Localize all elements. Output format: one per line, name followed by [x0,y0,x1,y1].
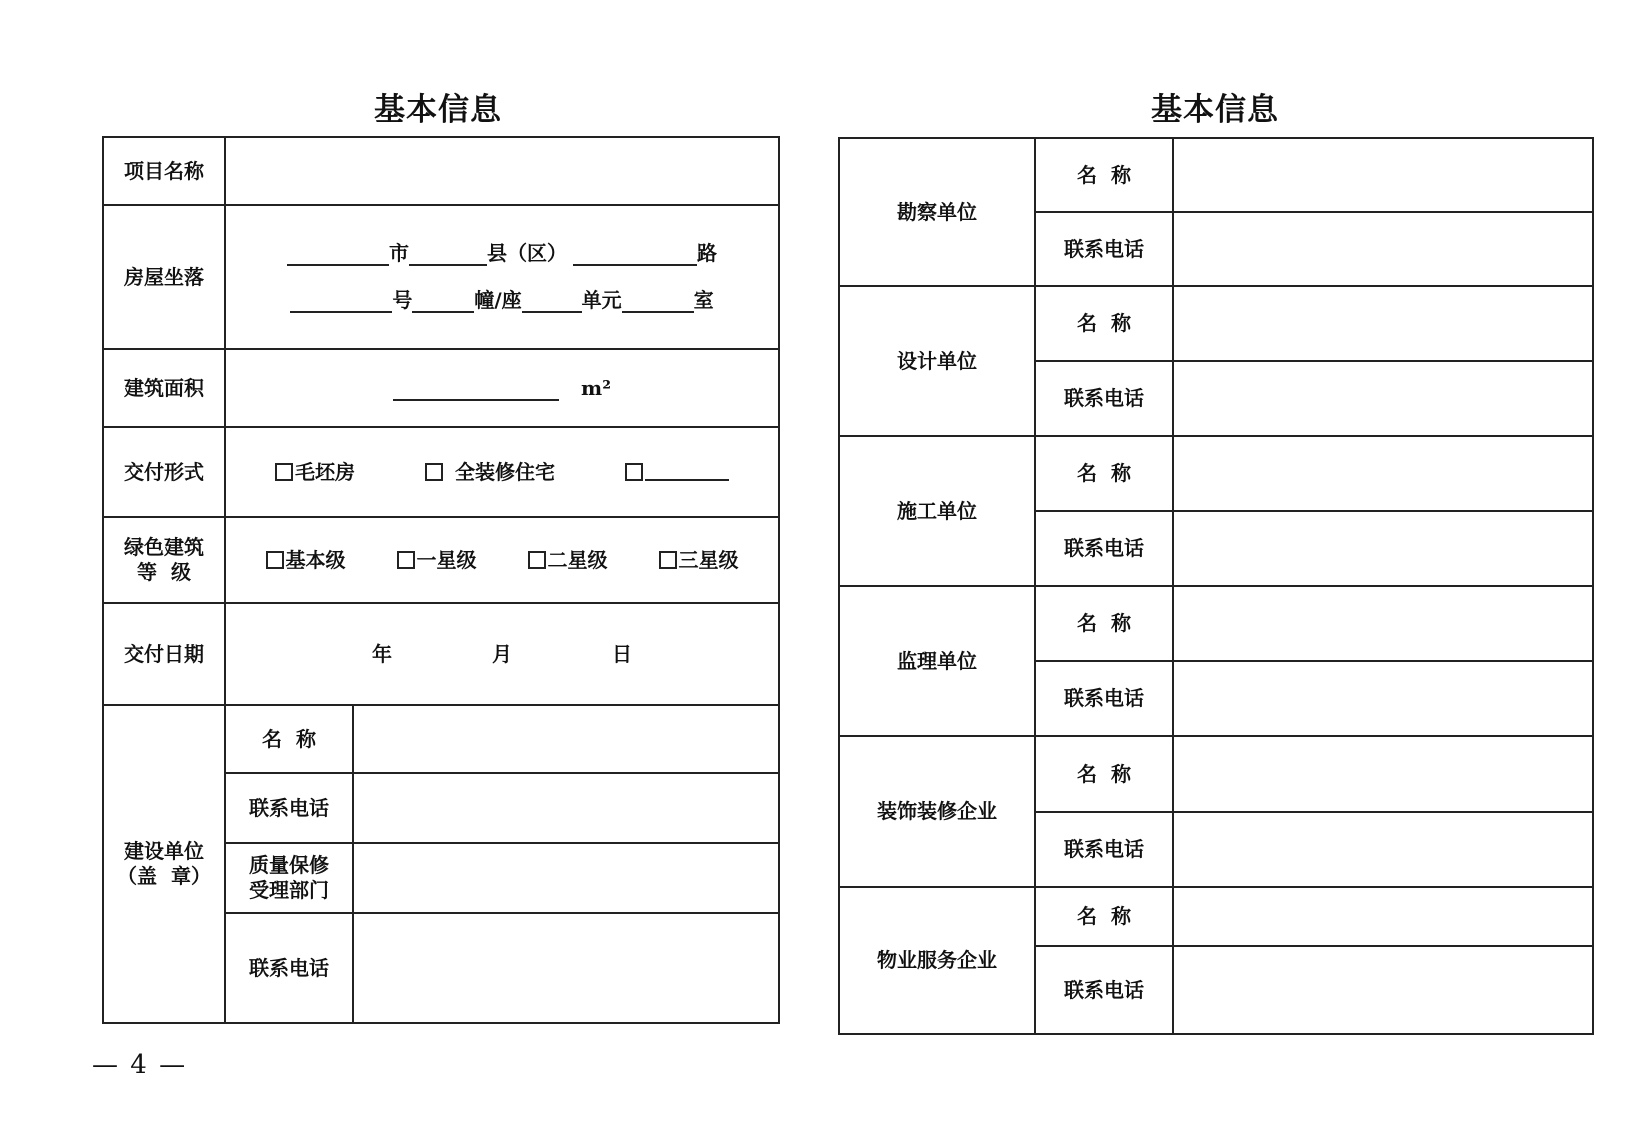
delivery-date-label: 交付日期 [103,603,225,705]
number-suffix: 号 [392,288,413,312]
option-basic[interactable]: 基本级 [266,548,346,573]
other-blank[interactable] [645,463,729,481]
decoration-unit-label: 装饰装修企业 [839,736,1035,887]
decoration-name-field[interactable] [1173,736,1593,812]
green-building-options [225,517,779,603]
location-row [103,205,779,349]
building-suffix: 幢/座 [474,288,522,312]
builder-name-field[interactable] [353,705,779,773]
construction-phone-field[interactable] [1173,511,1593,586]
design-unit-name-row [839,286,1593,361]
project-name-row [103,137,779,205]
day-label: 日 [612,641,632,666]
builder-name-label: 名 称 [225,705,353,773]
builder-name-row [103,705,779,773]
design-name-field[interactable] [1173,286,1593,361]
left-page-title: 基本信息 [374,92,502,128]
warranty-dept-label: 质量保修 受理部门 [225,843,353,913]
property-phone-label: 联系电话 [1035,946,1173,1034]
city-suffix: 市 [389,241,409,265]
month-label: 月 [492,641,512,666]
county-blank[interactable] [409,242,487,266]
option-rough-house[interactable]: 毛坯房 [275,460,355,485]
construction-unit-name-row [839,436,1593,511]
checkbox-icon [397,551,415,569]
decoration-phone-field[interactable] [1173,812,1593,887]
year-label: 年 [372,641,392,666]
survey-unit-label: 勘察单位 [839,138,1035,286]
project-name-label: 项目名称 [103,137,225,205]
decoration-unit-name-row [839,736,1593,812]
right-page-title: 基本信息 [1151,92,1279,128]
unit-suffix: 单元 [581,288,622,312]
decoration-phone-label: 联系电话 [1035,812,1173,887]
option-two-star[interactable]: 二星级 [528,548,608,573]
area-blank[interactable] [393,377,559,401]
decoration-name-label: 名 称 [1035,736,1173,812]
checkbox-icon [425,463,443,481]
construction-name-field[interactable] [1173,436,1593,511]
survey-name-field[interactable] [1173,138,1593,212]
location-label: 房屋坐落 [103,205,225,349]
warranty-dept-field[interactable] [353,843,779,913]
page-number: — 4 — [92,1050,188,1080]
survey-phone-label: 联系电话 [1035,212,1173,286]
area-row [103,349,779,427]
design-unit-label: 设计单位 [839,286,1035,436]
supervision-unit-label: 监理单位 [839,586,1035,736]
basic-info-form-left [102,136,780,1024]
area-field [225,349,779,427]
warranty-phone-field[interactable] [353,913,779,1023]
unit-blank[interactable] [522,289,582,313]
area-label: 建筑面积 [103,349,225,427]
project-name-field[interactable] [225,137,779,205]
county-suffix: 县（区） [487,241,567,265]
design-phone-label: 联系电话 [1035,361,1173,436]
checkbox-icon [625,463,643,481]
building-blank[interactable] [412,289,474,313]
builder-phone-field[interactable] [353,773,779,843]
city-blank[interactable] [287,242,389,266]
delivery-form-options [225,427,779,517]
supervision-name-field[interactable] [1173,586,1593,661]
option-full-decoration[interactable]: 全装修住宅 [425,460,555,485]
unit-rows [839,138,1593,1034]
area-unit: m² [581,375,611,400]
option-one-star[interactable]: 一星级 [397,548,477,573]
supervision-name-label: 名 称 [1035,586,1173,661]
survey-unit-name-row [839,138,1593,212]
construction-phone-label: 联系电话 [1035,511,1173,586]
property-unit-name-row [839,887,1593,946]
number-blank[interactable] [290,289,392,313]
checkbox-icon [275,463,293,481]
option-other[interactable] [625,463,729,481]
basic-info-form-right [838,137,1594,1035]
checkbox-icon [266,551,284,569]
property-name-field[interactable] [1173,887,1593,946]
delivery-form-row [103,427,779,517]
survey-name-label: 名 称 [1035,138,1173,212]
supervision-phone-label: 联系电话 [1035,661,1173,736]
road-blank[interactable] [573,242,697,266]
construction-name-label: 名 称 [1035,436,1173,511]
supervision-unit-name-row [839,586,1593,661]
property-unit-label: 物业服务企业 [839,887,1035,1034]
builder-phone-label: 联系电话 [225,773,353,843]
delivery-date-row [103,603,779,705]
design-phone-field[interactable] [1173,361,1593,436]
location-field [225,205,779,349]
delivery-form-label: 交付形式 [103,427,225,517]
survey-phone-field[interactable] [1173,212,1593,286]
green-building-row [103,517,779,603]
checkbox-icon [659,551,677,569]
property-name-label: 名 称 [1035,887,1173,946]
green-building-label: 绿色建筑 等 级 [103,517,225,603]
property-phone-field[interactable] [1173,946,1593,1034]
builder-label: 建设单位 （盖 章） [103,705,225,1023]
option-three-star[interactable]: 三星级 [659,548,739,573]
room-suffix: 室 [693,288,714,312]
road-suffix: 路 [697,241,717,265]
supervision-phone-field[interactable] [1173,661,1593,736]
room-blank[interactable] [622,289,694,313]
delivery-date-field[interactable] [225,603,779,705]
warranty-phone-label: 联系电话 [225,913,353,1023]
construction-unit-label: 施工单位 [839,436,1035,586]
checkbox-icon [528,551,546,569]
design-name-label: 名 称 [1035,286,1173,361]
